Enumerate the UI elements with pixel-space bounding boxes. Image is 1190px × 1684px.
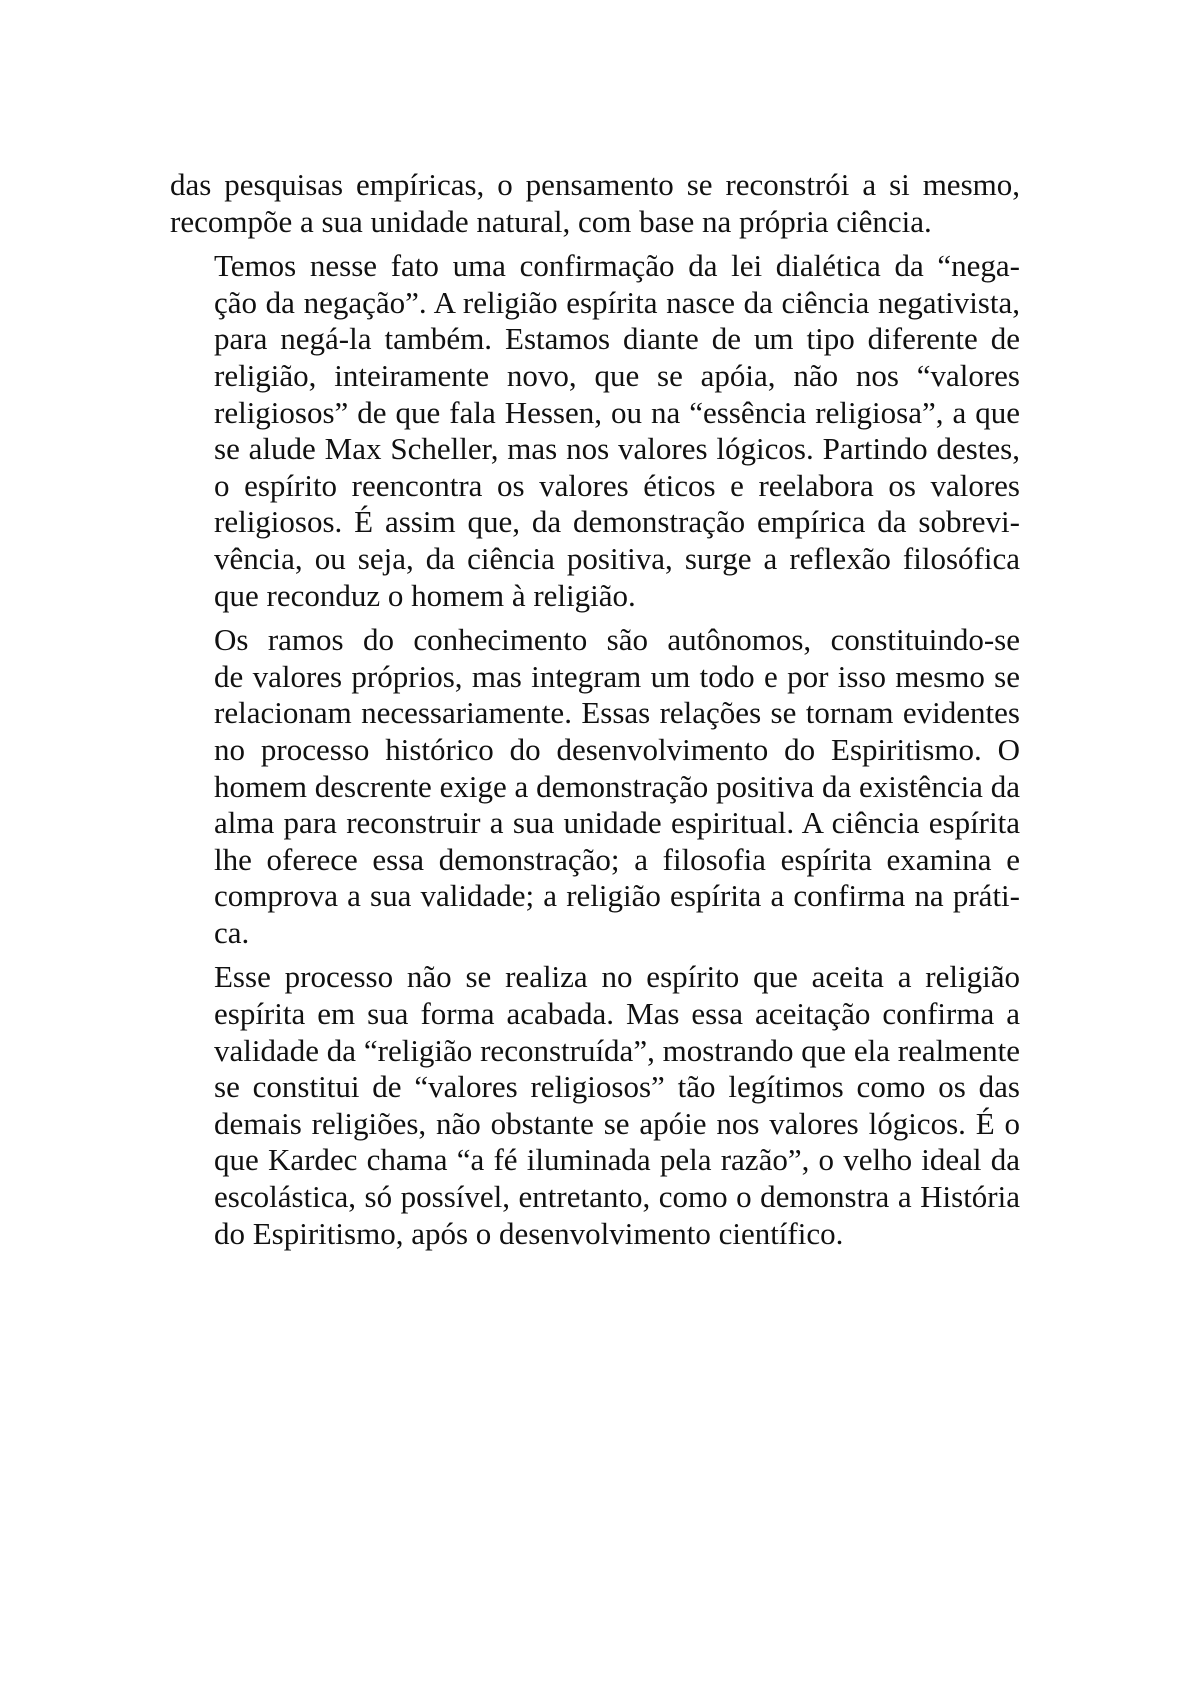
- body-text: [170, 167, 1020, 1252]
- text-line: ca.: [214, 914, 250, 950]
- text-line: Os ramos do conhecimento são autônomos, constituindo-se: [214, 622, 1020, 658]
- text-line: relacionam necessariamente. Essas relações se tornam evidentes: [214, 695, 1020, 731]
- text-line: que Kardec chama “a fé iluminada pela razão”, o velho ideal da: [214, 1142, 1020, 1178]
- text-line: religiosos. É assim que, da demonstração empírica da sobrevi-: [214, 504, 1020, 540]
- text-line: Esse processo não se realiza no espírito que aceita a religião: [214, 959, 1020, 995]
- text-line: espírita em sua forma acabada. Mas essa aceitação confirma a: [214, 996, 1020, 1032]
- text-line: para negá-la também. Estamos diante de um tipo diferente de: [214, 321, 1020, 357]
- text-line: o espírito reencontra os valores éticos e reelabora os valores: [214, 467, 1020, 503]
- text-line: no processo histórico do desenvolvimento do Espiritismo. O: [214, 731, 1020, 767]
- text-line: escolástica, só possível, entretanto, como o demonstra a História: [214, 1179, 1020, 1215]
- text-line: alma para reconstruir a sua unidade espiritual. A ciência espírita: [214, 805, 1020, 841]
- paragraph-1: [170, 167, 1020, 240]
- text-line: lhe oferece essa demonstração; a filosofia espírita examina e: [214, 841, 1020, 877]
- paragraph-2: [170, 248, 1020, 614]
- text-line: religião, inteiramente novo, que se apóia, não nos “valores: [214, 357, 1020, 393]
- text-line: Temos nesse fato uma confirmação da lei dialética da “nega-: [214, 248, 1020, 284]
- paragraph-4: [170, 959, 1020, 1252]
- text-line: que reconduz o homem à religião.: [214, 577, 636, 613]
- text-line: vência, ou seja, da ciência positiva, surge a reflexão filosófica: [214, 540, 1020, 576]
- text-line: homem descrente exige a demonstração positiva da existência da: [214, 768, 1020, 804]
- text-line: demais religiões, não obstante se apóie nos valores lógicos. É o: [214, 1105, 1020, 1141]
- text-line: de valores próprios, mas integram um todo e por isso mesmo se: [214, 658, 1020, 694]
- text-line: ção da negação”. A religião espírita nasce da ciência negativista,: [214, 284, 1020, 320]
- text-line: religiosos” de que fala Hessen, ou na “essência religiosa”, a que: [214, 394, 1020, 430]
- paragraph-3: [170, 622, 1020, 951]
- text-line: comprova a sua validade; a religião espírita a confirma na práti-: [214, 878, 1020, 914]
- text-line: das pesquisas empíricas, o pensamento se reconstrói a si mesmo,: [170, 167, 1020, 202]
- text-line: do Espiritismo, após o desenvolvimento científico.: [214, 1215, 844, 1251]
- text-line: validade da “religião reconstruída”, mostrando que ela realmente: [214, 1032, 1020, 1068]
- text-line: se alude Max Scheller, mas nos valores lógicos. Partindo destes,: [214, 431, 1020, 467]
- text-line: se constitui de “valores religiosos” tão legítimos como os das: [214, 1069, 1020, 1105]
- text-line: recompõe a sua unidade natural, com base na própria ciência.: [170, 203, 932, 239]
